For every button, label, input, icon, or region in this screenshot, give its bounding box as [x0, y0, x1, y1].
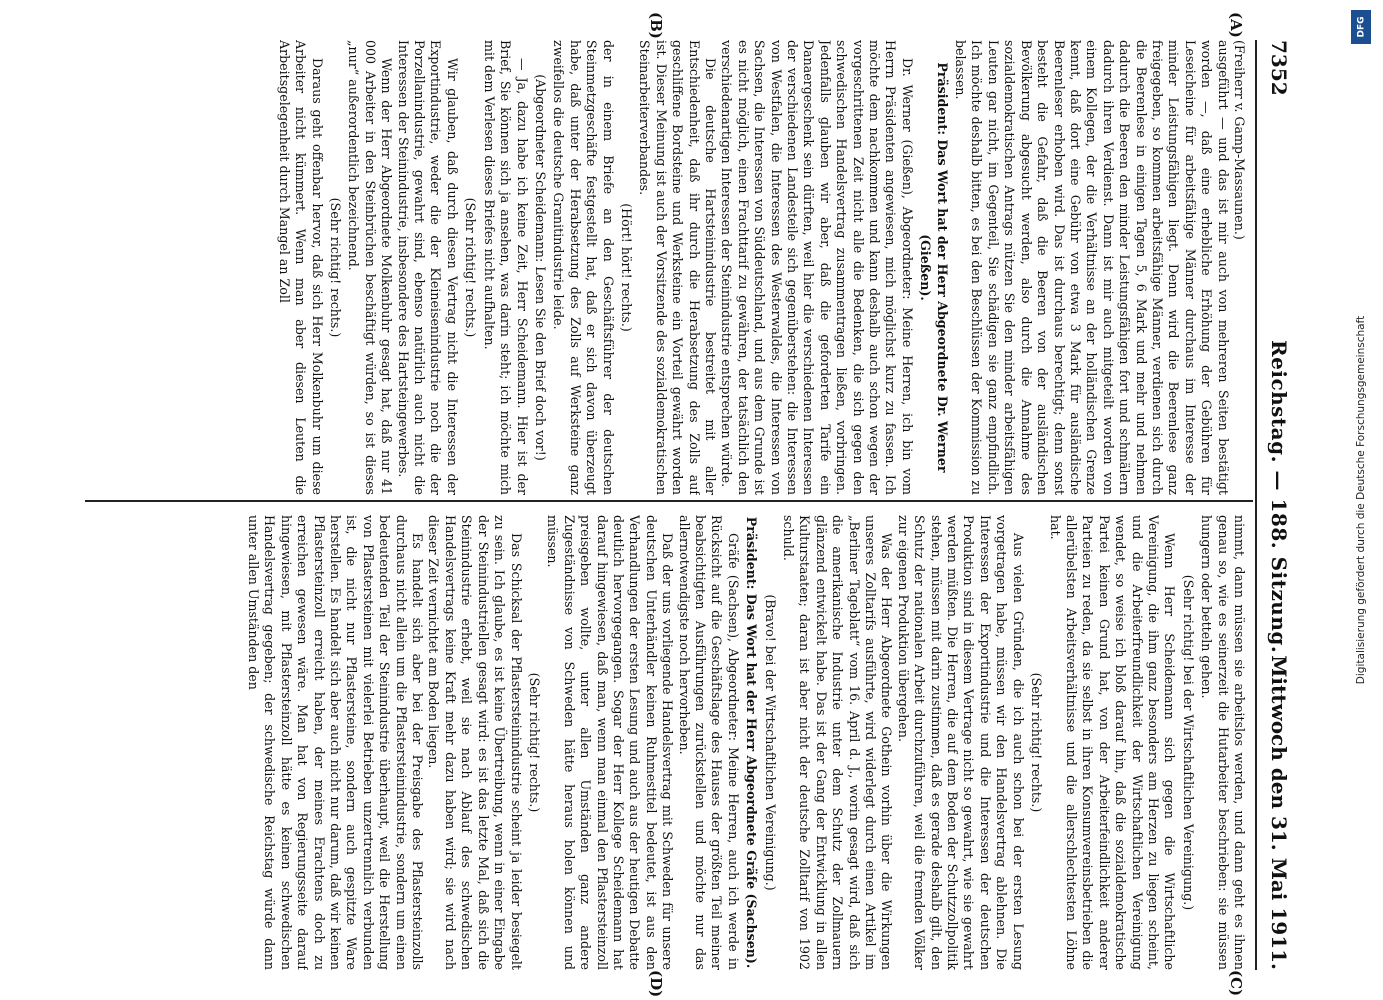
president-announcement: Präsident: Das Wort hat der Herr Abgeordnete Dr. Werner (Gießen). — [918, 62, 950, 473]
left-column — [85, 40, 1247, 495]
interjection: (Hört! hört! rechts.) — [618, 203, 634, 332]
interjection: (Sehr richtig! rechts.) — [463, 197, 479, 338]
header-rule — [1255, 40, 1257, 970]
paragraph: ausgeführt — und das ist mir auch von mehreren Seiten bestätigt worden —, daß eine erhebliche Erhöhung der Gebühren für Leseicheine für arbeitsfähige Männer durchaus im Interesse der minder Leistungsfähigen liegt. Denn wird die Beerenlese ganz freigegeben, so kommen arbeitsfähige Männer, verdienen sich durch die Beerenlese in einigen Tagen 5, 6 Mark und mehr und nehmen dadurch die Beeren den minder Leistungsfähigen fort und schmälern dadurch ihren Verdienst. Dann ist mir auch mitgeteilt worden von einem Kollegen, der die Verhältnisse an der holländischen Grenze kennt, daß dort eine Gebühr von etwa 3 Mark für ausländische Beerenleser erhoben wird. Das ist durchaus berechtigt; denn sonst besteht die Gefahr, daß die Beeren von der ausländischen Bevölkerung abgesucht werden, also durch die Annahme des sozialdemokratischen Antrags nützen Sie den minder arbeitsfähigen Leuten gar nicht, im Gegenteil, Sie schädigen sie ganz empfindlich. Ich möchte deshalb bitten, es bei den Beschlüssen der Kommission zu belassen. — [953, 40, 1231, 495]
paragraph: Daraus geht offenbar hervor, daß sich Herr Molkenbuhr um diese Arbeiter nicht kümmert. Wenn man aber diesen Leuten die Arbeitsgelegenheit durch Mangel an Zoll — [276, 40, 325, 495]
dfg-logo-text: DFG — [1356, 16, 1367, 38]
interjection: (Sehr richtig! bei der Wirtschaftlichen Vereinigung.) — [1180, 574, 1196, 911]
interjection: (Sehr richtig! rechts.) — [526, 672, 542, 813]
speaker-reference: (Freiherr v. Gamp-Massaunen.) — [1232, 40, 1247, 240]
paragraph: Was der Herr Abgeordnete Gothein vorhin über die Wirkungen unseres Zolltarifs ausführte, wird widerlegt durch einen Artikel im „Berliner Tageblatt“ vom 16. April d. J., worin gesagt wird, daß sich die amerikanische Industrie unter dem Schutz der Zollmauern glänzend entwickelt habe. Das ist der Gang der Entwicklung in allen Kulturstaaten; daran ist aber nicht der deutsche Zolltarif von 1902 schuld. — [781, 515, 895, 970]
digitization-sidebar — [1348, 8, 1374, 992]
margin-marker-a: (A) — [1227, 12, 1245, 38]
margin-marker-c: (C) — [1227, 970, 1245, 997]
interjection: (Bravo! bei der Wirtschaftlichen Vereinigung.) — [762, 594, 778, 891]
paragraph: Wenn Herr Scheidemann sich gegen die Wirtschaftliche Vereinigung, die ihm ganz besonders am Herzen zu liegen scheint, und die Arbeiterfreundlichkeit der Wirtschaftlichen Vereinigung wendet, so weise ich bloß darauf hin, daß die sozialdemokratische Partei keinen Grund hat, von der Arbeiterfeindlichkeit anderer Parteien zu reden, da sie selbst in ihren Konsumvereinsbetrieben die allerübelsten Arbeitsverhältnisse und die allerschlechtesten Löhne hat. — [1047, 515, 1178, 970]
margin-marker-d: (D) — [647, 970, 665, 998]
interjection: (Sehr richtig! rechts.) — [328, 197, 344, 338]
digitization-credit: Digitalisierung gefördert durch die Deutsche Forschungsgemeinschaft — [1355, 315, 1367, 685]
column-divider — [85, 500, 1253, 502]
paragraph: Das Schicksal der Pflastersteinindustrie scheint ja leider besiegelt zu sein. Ich glaube, es ist keine Übertreibung, wenn in einer Eingabe der Steinindustriellen gesagt wird: es ist das letzte Mal, daß sich die Steinindustrie erhebt, weil sie nach Ablauf des schwedischen Handelsvertrags keine Kraft mehr dazu haben wird; sie wird nach dieser Zeit vernichtet am Boden liegen. — [426, 515, 524, 970]
paragraph: Dr. Werner (Gießen), Abgeordneter: Meine Herren, ich bin vom Herrn Präsidenten angewiesen, mich möglichst kurz zu fassen. Ich möchte dem nachkommen und kann deshalb auch schon wegen der vorgeschrittenen Zeit nicht alle die Bedenken, die sich gegen den schwedischen Handelsvertrag zusammentragen ließen, vorbringen. Jedenfalls glauben wir aber, daß die geforderten Tarife ein Danaergeschenk sein dürften, weil hier die verschiedenen Interessen der verschiedenen Landesteile sich gegenüberstehen: die Interessen von Westfalen, die Interessen des Westerwaldes, die Interessen von Sachsen, die Interessen von Süddeutschland, und aus dem Grunde ist es nicht möglich, einen Frachttarif zu gewähren, der tatsächlich den verschiedenartigen Interessen der Steinindustrie entsprechen würde. — [719, 40, 915, 495]
paragraph: Es handelt sich aber bei der Preisgabe des Pflastersteinzolls durchaus nicht allein um die Pflastersteinindustrie, sondern um einen bedeutenden Teil der Steinindustrie überhaupt, weil die Herstellung von Pflastersteinen mit vielerlei Betrieben unzertrennlich verbunden ist, die nicht nur Pflastersteine, sondern auch gespitzte Ware herstellen. Es handelt sich aber auch nicht nur darum, daß wir keinen Pflastersteinzoll erreicht haben, der meines Erachtens doch zu erreichen gewesen wäre. Man hat von Regierungsseite darauf hingewiesen, mit Pflastersteinzoll hätte es keinen schwedischen Handelsvertrag gegeben; der schwedische Reichstag würde dann unter allen Umständen den — [246, 515, 426, 970]
paragraph: Gräfe (Sachsen), Abgeordneter: Meine Herren, auch ich werde in Rücksicht auf die Geschäftslage des Hauses der größten Teil meiner beabsichtigten Ausführungen zurückstellen und möchte nur das allernotwendigste noch hervorheben. — [676, 515, 741, 970]
paragraph: Daß der uns vorliegende Handelsvertrag mit Schweden für unsere deutschen Unterhändler keinen Ruhmestitel bedeutet, ist aus den Verhandlungen der ersten Lesung und auch aus der heutigen Debatte deutlich hervorgegangen. Sogar der Herr Kollege Scheidemann hat darauf hingewiesen, daß man, wenn man einmal den Pflastersteinzoll preisgeben wollte, unter allen Umständen ganz andere Zugeständnisse von Schweden hätte heraus holen können und müssen. — [545, 515, 676, 970]
paragraph: Wenn der Herr Abgeordnete Molkenbuhr gesagt hat, daß nur 41 000 Arbeiter in den Steinbrüchen beschäftigt würden, so ist dieses „nur“ außerordentlich bezeichnend. — [346, 40, 395, 495]
paragraph: Wir glauben, daß durch diesen Vertrag nicht die Interessen der Exportindustrie, weder die der Kleineisenindustrie noch die der Porzellanindustrie, gewahrt sind, ebenso natürlich auch nicht die Interessen der Steinindustrie, insbesondere des Hartsteingewerbes. — [395, 40, 460, 495]
dfg-logo — [1351, 10, 1371, 44]
session-date: Mittwoch den 31. Mai 1911. — [1267, 655, 1291, 970]
paragraph: Aus vielen Gründen, die ich auch schon bei der ersten Lesung vorgetragen habe, müssen wir den Handelsvertrag ablehnen. Die Interessen der Exportindustrie und die Interessen der deutschen Produktion sind in diesem Vertrage nicht so gewahrt, wie sie gewahrt werden müßten. Die Herren, die auf dem Boden der Schutzzollpolitik stehen, müssen mit darin zustimmen, daß es gerade deshalb gilt, den Schutz der nationalen Arbeit durchzuführen, weil die fremden Völker zur eigenen Produktion übergehen. — [895, 515, 1026, 970]
interjection: (Abgeordneter Scheidemann: Lesen Sie den Brief doch vor!) — [532, 74, 548, 461]
paragraph: nimmt, dann müssen sie arbeitslos werden, und dann geht es ihnen genau so, wie es seinerzeit die Hutarbeiter beschrieben: sie müssen hungern oder betteln gehen. — [1199, 515, 1247, 970]
paragraph: der in einem Briefe an den Geschäftsführer der deutschen Steinmetzgeschäfte festgestellt hat, daß er sich davon überzeugt habe, daß unter der Herabsetzung des Zolls auf Werksteine ganz zweifellos die deutsche Granitindustrie leide. — [551, 40, 616, 495]
session-title: Reichstag. — 188. Sitzung. — [1267, 340, 1291, 654]
president-announcement: Präsident: Das Wort hat der Herr Abgeordnete Gräfe (Sachsen). — [744, 516, 760, 969]
page-number: 7352 — [1267, 40, 1291, 96]
margin-marker-b: (B) — [647, 12, 665, 39]
rotated-page — [65, 0, 1305, 1000]
paragraph: Die deutsche Hartsteinindustrie bestreitet mit aller Entschiedenheit, daß ihr durch die Herabsetzung des Zolls auf geschliffene Bordsteine und Werksteine ein Vorteil gewährt worden ist. Dieser Meinung ist auch der Vorsitzende des sozialdemokratischen Steinarbeiterverbandes. — [637, 40, 718, 495]
right-column — [85, 515, 1247, 970]
paragraph: — Ja, dazu habe ich keine Zeit, Herr Scheidemann. Hier ist der Brief, Sie können sich ja ansehen, was darin steht; ich möchte mich mit dem Verlesen dieses Briefes nicht aufhalten. — [481, 40, 530, 495]
page-header — [1261, 40, 1295, 970]
interjection: (Sehr richtig! rechts.) — [1029, 672, 1045, 813]
